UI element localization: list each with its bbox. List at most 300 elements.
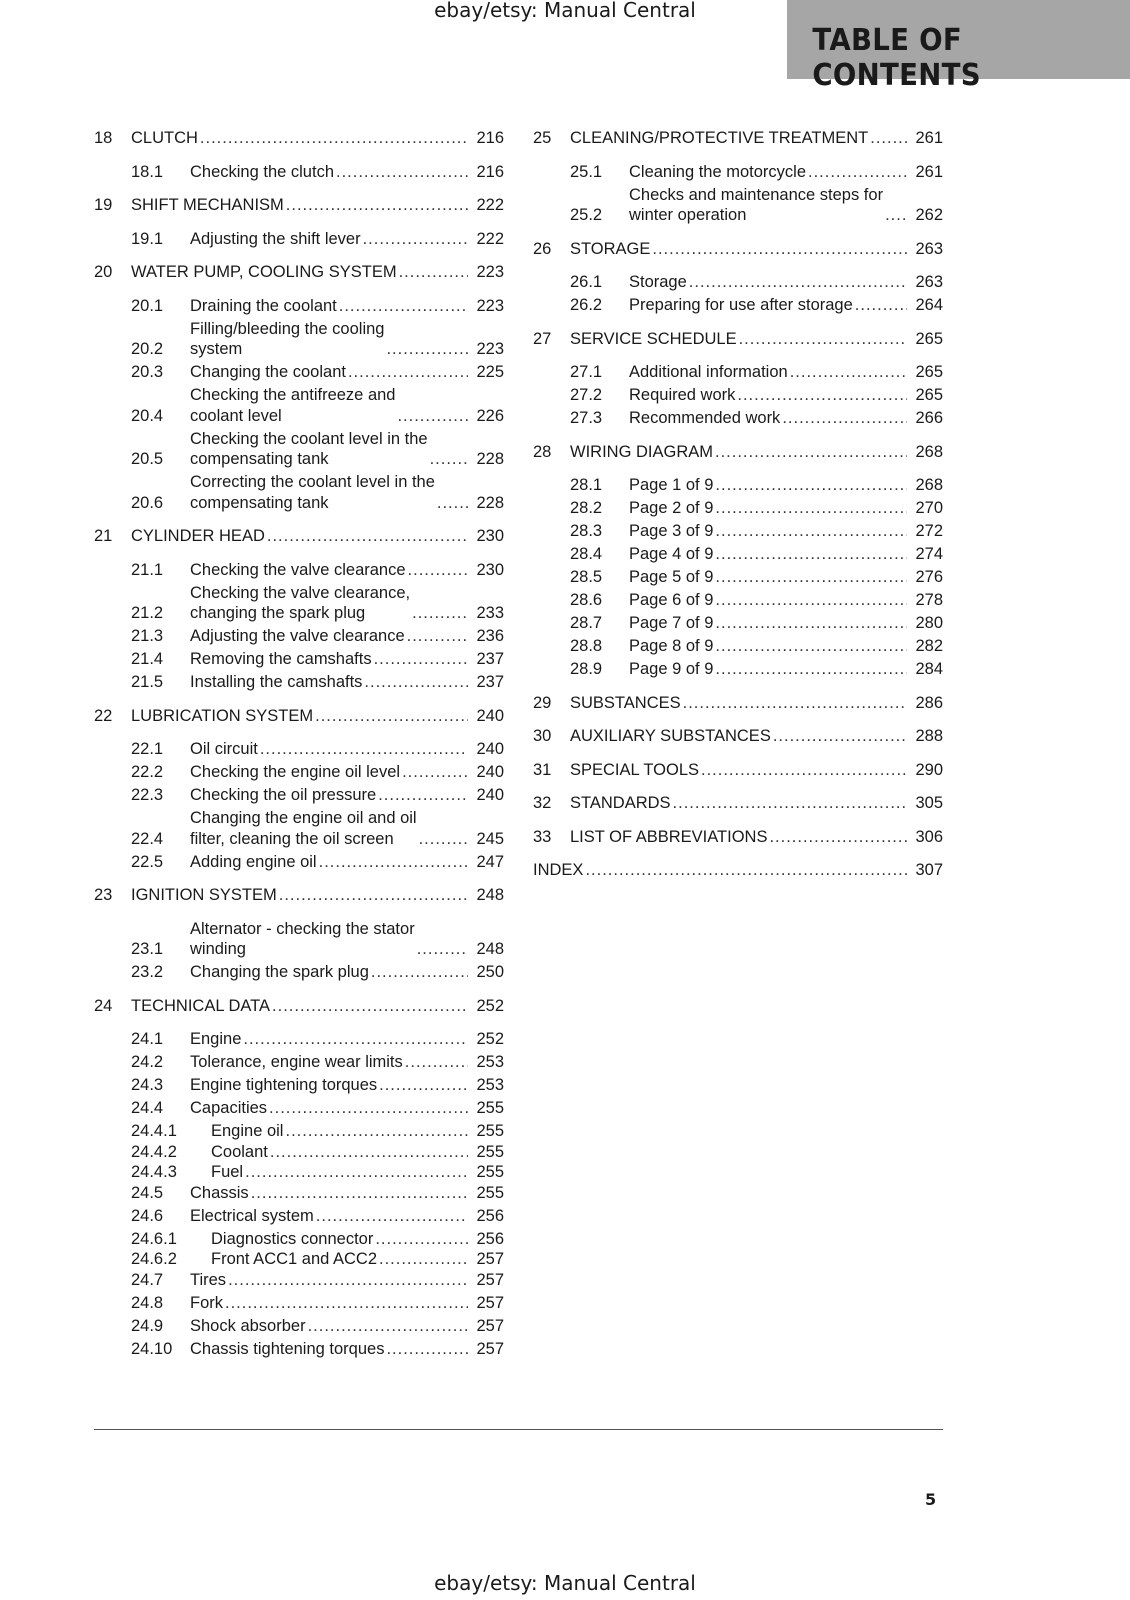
toc-entry-number: 27.2 — [570, 386, 603, 404]
toc-entry-number: 24.4.1 — [131, 1122, 177, 1140]
dot-leader — [767, 827, 907, 848]
toc-entry-title: Preparing for use after storage — [629, 296, 853, 314]
toc-entry-number: 28.3 — [570, 522, 603, 540]
toc-entry[interactable] — [533, 521, 943, 542]
toc-entry[interactable] — [533, 760, 943, 781]
toc-entry-page: 256 — [476, 1206, 504, 1225]
toc-entry-title: Page 6 of 9 — [629, 591, 714, 609]
dot-leader — [415, 939, 469, 960]
toc-entry-number: 20.1 — [131, 296, 164, 315]
toc-entry[interactable] — [94, 1183, 504, 1204]
dot-leader — [384, 339, 468, 360]
toc-entry-page: 270 — [915, 499, 943, 517]
dot-leader — [400, 762, 468, 783]
toc-entry-number: 23.2 — [131, 963, 164, 981]
toc-entry[interactable] — [94, 808, 504, 849]
toc-entry[interactable] — [94, 526, 504, 547]
toc-entry[interactable] — [533, 567, 943, 588]
toc-entry[interactable] — [533, 613, 943, 634]
dot-leader — [687, 272, 908, 293]
toc-entry[interactable] — [94, 626, 504, 647]
toc-entry-title: CYLINDER HEAD — [131, 527, 265, 545]
dot-leader — [671, 793, 908, 814]
toc-entry-page: 240 — [476, 740, 504, 758]
toc-entry-number: 21.3 — [131, 627, 164, 645]
toc-entry-number: 28.6 — [570, 591, 603, 609]
toc-entry-page: 257 — [476, 1270, 504, 1289]
toc-entry-title: Engine — [190, 1030, 242, 1048]
toc-entry-title: Fork — [190, 1293, 223, 1312]
toc-entry[interactable] — [533, 329, 943, 350]
toc-entry-title: Page 1 of 9 — [629, 476, 714, 494]
toc-entry[interactable] — [94, 472, 504, 513]
toc-entry-title: Checks and maintenance steps for winter operation — [629, 185, 884, 224]
toc-entry[interactable] — [94, 429, 504, 470]
dot-leader — [771, 726, 908, 747]
toc-entry-page: 245 — [476, 829, 504, 848]
toc-entry-title: Checking the valve clearance, changing the spark plug — [190, 583, 411, 622]
dot-leader — [650, 239, 907, 260]
toc-entry-page: 237 — [476, 673, 504, 691]
dot-leader — [417, 829, 469, 850]
toc-entry-number: 22.5 — [131, 852, 164, 871]
toc-entry[interactable] — [94, 1249, 504, 1270]
toc-entry[interactable] — [94, 385, 504, 426]
toc-entry-title: Page 7 of 9 — [629, 614, 714, 632]
toc-entry[interactable] — [533, 239, 943, 260]
toc-entry-number: 23 — [94, 886, 113, 904]
toc-entry-number: 31 — [533, 760, 552, 779]
dot-leader — [265, 526, 469, 547]
toc-entry-page: 240 — [476, 786, 504, 804]
dot-leader — [405, 626, 469, 647]
toc-entry-page: 253 — [476, 1076, 504, 1094]
toc-entry[interactable] — [94, 762, 504, 783]
dot-leader — [713, 475, 907, 496]
toc-entry-number: 21.2 — [131, 604, 164, 622]
toc-entry-page: 247 — [476, 852, 504, 871]
toc-entry-number: 24.8 — [131, 1293, 164, 1312]
toc-entry-number: 21.5 — [131, 673, 164, 691]
toc-entry-page: 264 — [915, 296, 943, 314]
toc-entry-title: Chassis tightening torques — [190, 1339, 385, 1358]
toc-entry-page: 237 — [476, 650, 504, 668]
toc-entry-title: TECHNICAL DATA — [131, 996, 271, 1015]
toc-entry-title: Adding engine oil — [190, 852, 317, 871]
toc-entry-number: 28.1 — [570, 476, 603, 494]
toc-entry-title: Capacities — [190, 1099, 268, 1117]
toc-entry-page: 223 — [476, 340, 504, 358]
toc-entry[interactable] — [94, 319, 504, 360]
toc-entry-page: 280 — [915, 614, 943, 632]
dot-leader — [713, 659, 907, 680]
toc-entry[interactable] — [94, 1142, 504, 1163]
toc-entry-number: 28.7 — [570, 614, 603, 632]
toc-entry-title: Changing the spark plug — [190, 963, 369, 981]
toc-entry[interactable] — [94, 962, 504, 983]
dot-leader — [283, 1121, 468, 1142]
toc-entry[interactable] — [533, 860, 943, 881]
toc-entry[interactable] — [94, 583, 504, 624]
toc-entry-page: 248 — [476, 940, 504, 958]
toc-entry-number: 24.4.2 — [131, 1142, 177, 1161]
toc-entry-number: 24.6.1 — [131, 1229, 177, 1248]
toc-entry-page: 282 — [915, 637, 943, 655]
toc-entry[interactable] — [94, 1052, 504, 1073]
toc-entry[interactable] — [533, 128, 943, 149]
toc-entry-page: 306 — [915, 827, 943, 846]
toc-entry-page: 290 — [915, 760, 943, 779]
toc-entry-number: 24.10 — [131, 1339, 173, 1358]
toc-entry-number: 21 — [94, 527, 113, 545]
toc-entry-title: Coolant — [211, 1142, 268, 1161]
toc-entry-page: 284 — [915, 660, 943, 678]
toc-entry-title: Page 4 of 9 — [629, 545, 714, 563]
toc-entry-page: 223 — [476, 263, 504, 281]
dot-leader — [713, 521, 907, 542]
toc-entry[interactable] — [94, 996, 504, 1017]
toc-entry-title: Page 8 of 9 — [629, 637, 714, 655]
toc-entry-title: Diagnostics connector — [211, 1229, 374, 1248]
toc-entry-page: 263 — [915, 239, 943, 258]
page-number: 5 — [925, 1490, 937, 1509]
toc-entry-title: AUXILIARY SUBSTANCES — [570, 727, 771, 745]
dot-leader — [853, 295, 908, 316]
toc-entry-page: 225 — [476, 363, 504, 381]
toc-entry-page: 255 — [476, 1099, 504, 1117]
dot-leader — [806, 162, 907, 183]
toc-entry-title: Checking the antifreeze and coolant level — [190, 386, 396, 425]
toc-entry-title: Page 5 of 9 — [629, 568, 714, 586]
toc-entry-title: Front ACC1 and ACC2 — [211, 1250, 377, 1268]
toc-entry-title: STORAGE — [570, 239, 651, 258]
toc-entry[interactable] — [94, 885, 504, 906]
toc-entry-number: 24.1 — [131, 1030, 164, 1048]
dot-leader — [284, 195, 469, 216]
dot-leader — [583, 860, 907, 881]
toc-entry[interactable] — [533, 590, 943, 611]
toc-entry-title: Checking the clutch — [190, 162, 334, 181]
toc-entry-title: LUBRICATION SYSTEM — [131, 706, 314, 725]
toc-entry-title: Cleaning the motorcycle — [629, 162, 807, 181]
toc-entry-title: LIST OF ABBREVIATIONS — [570, 827, 768, 846]
toc-entry[interactable] — [94, 1075, 504, 1096]
toc-entry-title: Page 2 of 9 — [629, 499, 714, 517]
toc-entry[interactable] — [94, 739, 504, 760]
toc-entry-page: 230 — [476, 527, 504, 545]
toc-entry[interactable] — [94, 1162, 504, 1183]
dot-leader — [681, 693, 908, 714]
toc-entry[interactable] — [533, 693, 943, 714]
dot-leader — [226, 1270, 468, 1291]
toc-entry-title: Filling/bleeding the cooling system — [190, 319, 385, 358]
toc-entry-page: 274 — [915, 545, 943, 563]
watermark-bottom: ebay/etsy: Manual Central — [434, 1571, 696, 1595]
toc-entry-title: Checking the oil pressure — [190, 786, 377, 804]
toc-entry[interactable] — [94, 852, 504, 873]
toc-entry-title: Tolerance, engine wear limits — [190, 1053, 403, 1071]
toc-entry-title: Removing the camshafts — [190, 650, 372, 668]
toc-entry[interactable] — [94, 1029, 504, 1050]
toc-entry-title: Engine oil — [211, 1122, 284, 1140]
toc-entry[interactable] — [94, 785, 504, 806]
toc-entry-title: Engine tightening torques — [190, 1076, 378, 1094]
dot-leader — [713, 544, 907, 565]
toc-entry[interactable] — [94, 919, 504, 960]
toc-entry[interactable] — [533, 162, 943, 183]
toc-entry-number: 19 — [94, 196, 113, 214]
dot-leader — [713, 613, 907, 634]
toc-entry[interactable] — [533, 636, 943, 657]
toc-entry-page: 216 — [476, 129, 504, 147]
dot-leader — [258, 739, 469, 760]
toc-column-right — [533, 128, 943, 881]
toc-entry-number: 32 — [533, 794, 552, 812]
toc-entry[interactable] — [533, 385, 943, 406]
toc-entry-page: 257 — [476, 1316, 504, 1335]
toc-entry[interactable] — [94, 1229, 504, 1250]
toc-entry[interactable] — [94, 195, 504, 216]
toc-entry-number: 18.1 — [131, 162, 164, 181]
dot-leader — [713, 442, 907, 463]
toc-entry-page: 230 — [476, 560, 504, 579]
toc-entry-number: 24 — [94, 996, 113, 1015]
toc-entry-title: Correcting the coolant level in the compensating tank — [190, 473, 435, 512]
toc-entry-page: 252 — [476, 1030, 504, 1048]
dot-leader — [314, 1206, 469, 1227]
toc-entry[interactable] — [94, 128, 504, 149]
toc-entry[interactable] — [94, 1293, 504, 1314]
toc-entry-page: 261 — [915, 129, 943, 147]
toc-entry-page: 261 — [915, 162, 943, 181]
toc-entry[interactable] — [94, 362, 504, 383]
toc-entry[interactable] — [533, 544, 943, 565]
toc-entry-page: 257 — [476, 1339, 504, 1358]
toc-entry[interactable] — [533, 726, 943, 747]
dot-leader — [372, 649, 469, 670]
toc-entry-title: INDEX — [533, 861, 584, 879]
dot-leader — [395, 406, 468, 427]
toc-entry-number: 29 — [533, 693, 552, 712]
toc-entry[interactable] — [533, 408, 943, 429]
toc-entry[interactable] — [94, 1270, 504, 1291]
toc-entry-page: 265 — [915, 329, 943, 348]
dot-leader — [376, 785, 468, 806]
dot-leader — [713, 567, 907, 588]
toc-entry-page: 268 — [915, 476, 943, 494]
toc-entry-title: Adjusting the shift lever — [190, 229, 361, 248]
toc-entry-title: SPECIAL TOOLS — [570, 760, 700, 779]
toc-entry-number: 28 — [533, 442, 552, 461]
dot-leader — [737, 329, 908, 350]
dot-leader — [362, 672, 468, 693]
dot-leader — [369, 962, 469, 983]
toc-entry-page: 266 — [915, 409, 943, 427]
toc-entry-number: 24.3 — [131, 1076, 164, 1094]
toc-entry-number: 18 — [94, 129, 113, 147]
toc-entry-number: 24.5 — [131, 1183, 164, 1202]
toc-entry-number: 20.6 — [131, 493, 164, 512]
toc-entry-title: Changing the coolant — [190, 363, 346, 381]
dot-leader — [277, 885, 469, 906]
dot-leader — [883, 205, 907, 226]
dot-leader — [306, 1316, 469, 1337]
toc-entry-number: 20.3 — [131, 363, 164, 381]
toc-entry[interactable] — [94, 1339, 504, 1360]
toc-entry-number: 26.1 — [570, 273, 603, 291]
toc-entry-number: 22.1 — [131, 740, 164, 758]
toc-entry-page: 265 — [915, 386, 943, 404]
toc-entry-number: 24.6.2 — [131, 1250, 177, 1268]
toc-entry-page: 240 — [476, 706, 504, 725]
page-title: TABLE OF CONTENTS — [812, 23, 981, 93]
toc-entry-page: 216 — [476, 162, 504, 181]
toc-entry-page: 236 — [476, 627, 504, 645]
dot-leader — [317, 852, 469, 873]
toc-entry[interactable] — [94, 162, 504, 183]
toc-entry-number: 25.1 — [570, 162, 603, 181]
toc-entry-title: SERVICE SCHEDULE — [570, 329, 737, 348]
toc-entry[interactable] — [533, 793, 943, 814]
toc-entry[interactable] — [94, 706, 504, 727]
toc-entry[interactable] — [533, 272, 943, 293]
dot-leader — [435, 493, 469, 514]
toc-entry[interactable] — [533, 475, 943, 496]
toc-entry[interactable] — [533, 442, 943, 463]
dot-leader — [397, 262, 469, 283]
toc-entry-number: 33 — [533, 827, 552, 846]
toc-entry[interactable] — [94, 1121, 504, 1142]
toc-entry-title: Required work — [629, 386, 736, 404]
toc-entry-number: 24.7 — [131, 1270, 164, 1289]
toc-entry-title: Page 3 of 9 — [629, 522, 714, 540]
toc-entry-number: 28.5 — [570, 568, 603, 586]
toc-entry-page: 288 — [915, 727, 943, 745]
toc-entry[interactable] — [533, 362, 943, 383]
toc-entry[interactable] — [94, 672, 504, 693]
toc-entry-title: Draining the coolant — [190, 296, 337, 315]
dot-leader — [868, 128, 907, 149]
toc-entry[interactable] — [533, 659, 943, 680]
toc-entry-number: 26.2 — [570, 296, 603, 314]
toc-entry-page: 240 — [476, 763, 504, 781]
dot-leader — [243, 1162, 468, 1183]
toc-entry-title: Oil circuit — [190, 740, 258, 758]
toc-entry-title: Recommended work — [629, 409, 781, 427]
toc-entry-title: Page 9 of 9 — [629, 660, 714, 678]
toc-entry-title: Fuel — [211, 1163, 244, 1181]
toc-entry-number: 25.2 — [570, 206, 603, 224]
dot-leader — [410, 603, 468, 624]
toc-entry-number: 22 — [94, 706, 113, 725]
toc-entry[interactable] — [94, 649, 504, 670]
toc-entry-number: 23.1 — [131, 940, 164, 958]
dot-leader — [713, 590, 907, 611]
toc-entry-title: Chassis — [190, 1183, 249, 1202]
dot-leader — [699, 760, 907, 781]
toc-column-left — [94, 128, 504, 1362]
toc-entry[interactable] — [94, 560, 504, 581]
toc-entry-page: 228 — [476, 493, 504, 512]
toc-entry-title: IGNITION SYSTEM — [131, 886, 277, 904]
toc-entry-page: 286 — [915, 693, 943, 712]
toc-entry[interactable] — [533, 498, 943, 519]
dot-leader — [406, 560, 469, 581]
toc-entry-title: Additional information — [629, 363, 788, 381]
dot-leader — [713, 636, 907, 657]
toc-entry[interactable] — [533, 295, 943, 316]
toc-entry[interactable] — [94, 262, 504, 283]
dot-leader — [267, 1098, 468, 1119]
dot-leader — [270, 996, 468, 1017]
toc-entry-number: 24.9 — [131, 1316, 164, 1335]
dot-leader — [337, 296, 469, 317]
toc-entry[interactable] — [94, 229, 504, 250]
toc-entry-title: Shock absorber — [190, 1316, 306, 1335]
toc-entry-page: 255 — [476, 1142, 504, 1161]
dot-leader — [788, 362, 908, 383]
dot-leader — [198, 128, 469, 149]
toc-entry-page: 228 — [476, 450, 504, 468]
toc-entry-title: Changing the engine oil and oil filter, cleaning the oil screen — [190, 809, 417, 848]
toc-entry-number: 27.3 — [570, 409, 603, 427]
dot-leader — [713, 498, 907, 519]
dot-leader — [377, 1075, 468, 1096]
toc-entry-page: 256 — [476, 1229, 504, 1248]
toc-entry-number: 22.4 — [131, 829, 164, 848]
dot-leader — [735, 385, 907, 406]
toc-entry-number: 28.9 — [570, 660, 603, 678]
toc-entry-title: Electrical system — [190, 1206, 314, 1225]
toc-entry-page: 257 — [476, 1293, 504, 1312]
toc-entry-page: 250 — [476, 963, 504, 981]
toc-entry-page: 268 — [915, 442, 943, 461]
dot-leader — [313, 706, 468, 727]
dot-leader — [428, 449, 469, 470]
toc-entry-number: 27 — [533, 329, 552, 348]
toc-entry-page: 255 — [476, 1163, 504, 1181]
toc-entry-number: 26 — [533, 239, 552, 258]
toc-entry-number: 20.2 — [131, 340, 164, 358]
toc-entry[interactable] — [94, 296, 504, 317]
toc-entry-page: 278 — [915, 591, 943, 609]
toc-entry-number: 24.4 — [131, 1099, 164, 1117]
toc-entry[interactable] — [533, 827, 943, 848]
toc-entry[interactable] — [533, 185, 943, 226]
toc-entry[interactable] — [94, 1316, 504, 1337]
toc-entry[interactable] — [94, 1098, 504, 1119]
toc-entry-number: 28.4 — [570, 545, 603, 563]
toc-entry-title: CLEANING/PROTECTIVE TREATMENT — [570, 129, 869, 147]
toc-entry-page: 255 — [476, 1122, 504, 1140]
toc-entry[interactable] — [94, 1206, 504, 1227]
toc-entry-page: 265 — [915, 363, 943, 381]
dot-leader — [241, 1029, 468, 1050]
toc-entry-title: STANDARDS — [570, 794, 671, 812]
toc-entry-title: CLUTCH — [131, 129, 198, 147]
watermark-top: ebay/etsy: Manual Central — [434, 0, 696, 22]
dot-leader — [780, 408, 907, 429]
toc-entry-number: 21.4 — [131, 650, 164, 668]
toc-entry-page: 257 — [476, 1250, 504, 1268]
toc-entry-page: 307 — [915, 861, 943, 879]
dot-leader — [384, 1339, 468, 1360]
dot-leader — [249, 1183, 469, 1204]
dot-leader — [403, 1052, 469, 1073]
toc-entry-page: 253 — [476, 1053, 504, 1071]
dot-leader — [377, 1249, 468, 1270]
toc-entry-page: 223 — [476, 296, 504, 315]
